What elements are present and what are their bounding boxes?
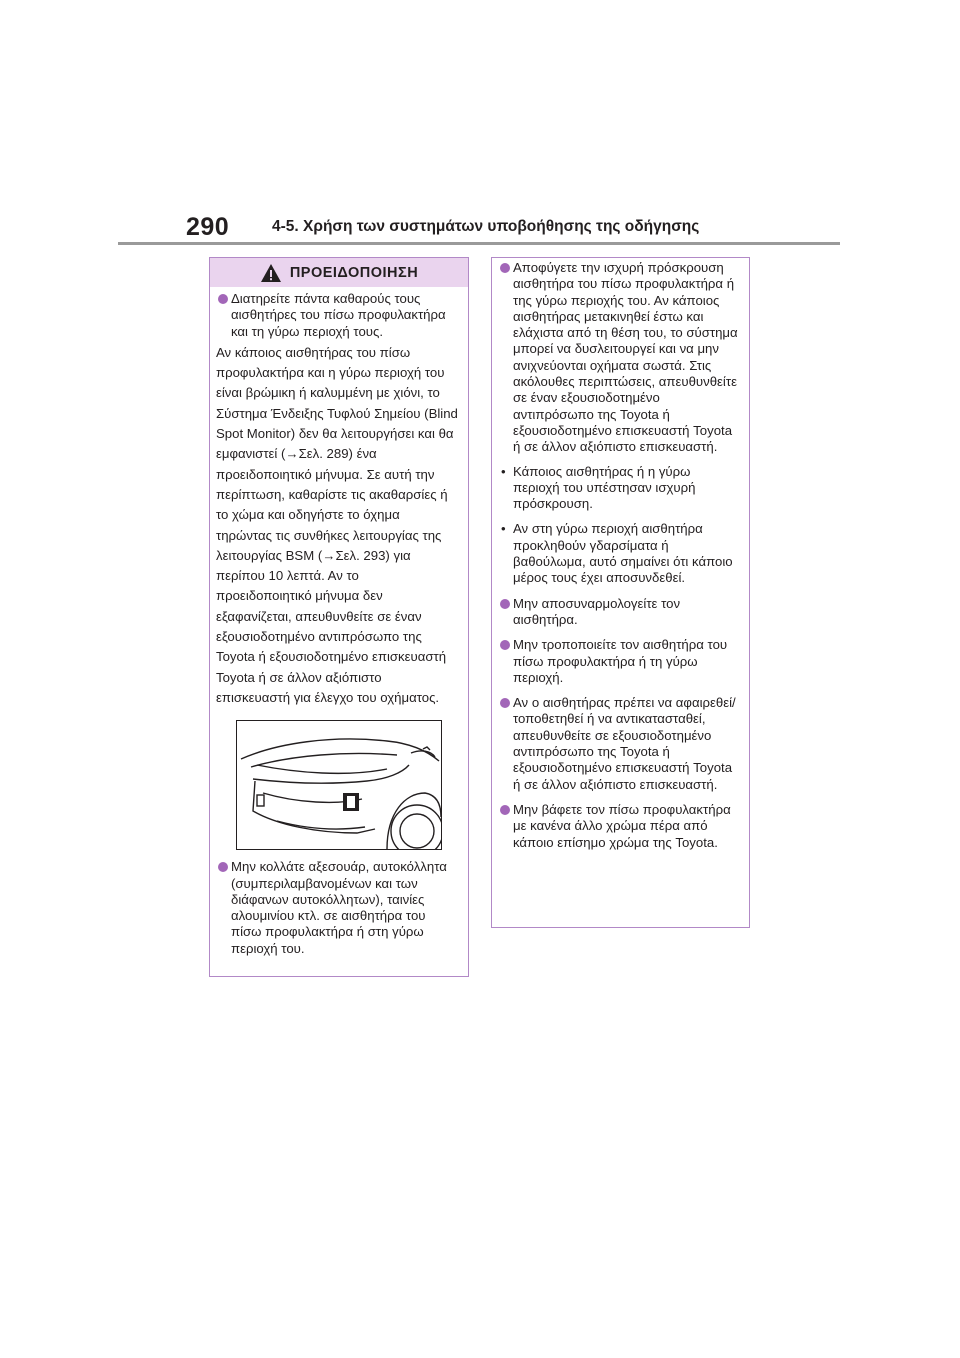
- right-bullet-avoid-impact: Αποφύγετε την ισχυρή πρόσκρουση αισθητήρα του πίσω προφυλακτήρα ή της γύρω περιοχής του. Αν κάποιος αισθητήρας μετακινηθεί έστω και ελάχιστα από τη θέση του, το σύστημα μπορεί να δυσλειτουργεί και να μην ανιχνεύονται οχήματα σωστά. Στις ακόλουθες περιπτώσεις, απευθυνθείτε σε έναν εξουσιοδοτημένο αντιπρόσωπο της Toyota ή εξουσιοδοτημένο επισκευαστή Toyota ή σε άλλον αξιόπιστο επισκευαστή.: [498, 260, 739, 456]
- left-bullet-no-accessories: Μην κολλάτε αξεσουάρ, αυτοκόλλητα (συμπεριλαμβανομένων και των διάφανων αυτοκόλλητων), ταινίες αλουμινίου κτλ. σε αισθητήρα του πίσω προφυλακτήρα ή στη γύρω περιοχή του.: [216, 859, 458, 957]
- right-bullet-no-modification: Μην τροποποιείτε τον αισθητήρα του πίσω προφυλακτήρα ή τη γύρω περιοχή.: [498, 637, 739, 686]
- right-bullet-no-disassembly: Μην αποσυναρμολογείτε τον αισθητήρα.: [498, 596, 739, 629]
- warning-box-left: [209, 257, 469, 977]
- warning-triangle-icon: [260, 263, 282, 283]
- rear-bumper-illustration: [236, 720, 442, 850]
- warning-header: [210, 258, 468, 287]
- warning-title: ΠΡΟΕΙΔΟΠΟΙΗΣΗ: [289, 264, 419, 281]
- car-rear-drawing: [237, 721, 441, 849]
- header-divider: [118, 242, 840, 245]
- right-dash-strong-impact: • Κάποιος αισθητήρας ή η γύρω περιοχή του υπέστησαν ισχυρή πρόσκρουση.: [498, 464, 739, 513]
- left-bullet-keep-clean: Διατηρείτε πάντα καθαρούς τους αισθητήρες του πίσω προφυλακτήρα και τη γύρω περιοχή τους.: [216, 291, 458, 340]
- chapter-title: 4-5. Χρήση των συστημάτων υποβοήθησης της οδήγησης: [272, 218, 700, 235]
- right-dash-scratches: • Αν στη γύρω περιοχή αισθητήρα προκληθούν γδαρσίματα ή βαθούλωμα, αυτό σημαίνει ότι κάποιο μέρος τους έχει αποσυνδεθεί.: [498, 521, 739, 586]
- left-paragraph-dirty-sensor: Αν κάποιος αισθητήρας του πίσω προφυλακτήρα και η γύρω περιοχή του είναι βρώμικη ή καλυμμένη με χιόνι, το Σύστημα Ένδειξης Τυφλού Σημείου (Blind Spot Monitor) δεν θα λειτουργήσει και θα εμφανιστεί (→Σελ. 289) ένα προειδοποιητικό μήνυμα. Σε αυτή την περίπτωση, καθαρίστε τις ακαθαρσίες ή το χώμα και οδηγήστε το όχημα τηρώντας τις συνθήκες λειτουργίας της λειτουργίας BSM (→Σελ. 293) για περίπου 10 λεπτά. Αν το προειδοποιητικό μήνυμα δεν εξαφανίζεται, απευθυνθείτε σε έναν εξουσιοδοτημένο αντιπρόσωπο της Toyota ή εξουσιοδοτημένο επισκευαστή Toyota ή σε άλλον αξιόπιστο επισκευαστή για έλεγχο του οχήματος.: [216, 344, 458, 705]
- page-number: 290: [186, 213, 230, 241]
- right-bullet-removal: Αν ο αισθητήρας πρέπει να αφαιρεθεί/τοποθετηθεί ή να αντικατασταθεί, απευθυνθείτε σε εξουσιοδοτημένο αντιπρόσωπο της Toyota ή εξουσιοδοτημένο επισκευαστή Toyota ή σε άλλον αξιόπιστο επισκευαστή.: [498, 695, 739, 793]
- right-bullet-no-paint: Μην βάφετε τον πίσω προφυλακτήρα με κανένα άλλο χρώμα πέρα από κάποιο επίσημο χρώμα της Toyota.: [498, 802, 739, 851]
- warning-box-right: [491, 257, 750, 928]
